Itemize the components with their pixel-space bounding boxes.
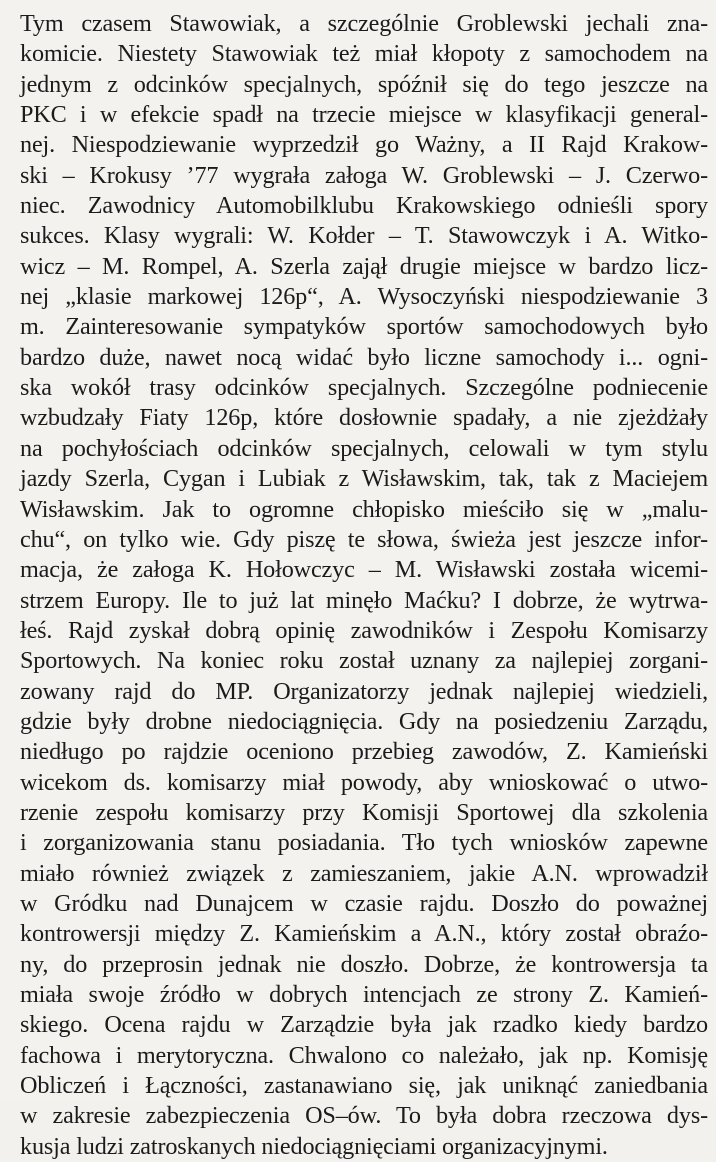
text-line: Sportowych. Na koniec roku został uznany za najlepiej zorgani- <box>20 647 708 675</box>
text-line: łeś. Rajd zyskał dobrą opinię zawodników i Zespołu Komisarzy <box>20 616 708 644</box>
body-text <box>20 9 708 1162</box>
text-line: niedługo po rajdzie oceniono przebieg zawodów, Z. Kamieński <box>20 738 708 766</box>
text-line: Tym czasem Stawowiak, a szczególnie Groblewski jechali zna- <box>20 10 708 37</box>
text-line: w zakresie zabezpieczenia OS–ów. To była dobra rzeczowa dys- <box>20 1102 708 1130</box>
text-line: wicz – M. Rompel, A. Szerla zajął drugie miejsce w bardzo licz- <box>20 252 708 280</box>
text-line: sukces. Klasy wygrali: W. Kołder – T. Stawowczyk i A. Witko- <box>20 222 708 250</box>
text-line: jazdy Szerla, Cygan i Lubiak z Wisławskim, tak, tak z Maciejem <box>20 465 708 493</box>
text-line: niec. Zawodnicy Automobilklubu Krakowskiego odnieśli spory <box>20 192 708 220</box>
text-line: i zorganizowania stanu posiadania. Tło tych wniosków zapewne <box>20 829 708 857</box>
text-line: wicekom ds. komisarzy miał powody, aby wnioskować o utwo- <box>20 768 708 796</box>
text-line: w Gródku nad Dunajcem w czasie rajdu. Doszło do poważnej <box>20 889 708 917</box>
text-line: m. Zainteresowanie sympatyków sportów samochodowych było <box>20 313 708 341</box>
text-line: kontrowersji między Z. Kamieńskim a A.N., który został obraźo- <box>20 920 708 948</box>
text-line: rzenie zespołu komisarzy przy Komisji Sportowej dla szkolenia <box>20 798 708 826</box>
text-line: Wisławskim. Jak to ogromne chłopisko mieściło się w „malu- <box>20 495 708 523</box>
text-line: ski – Krokusy ’77 wygrała załoga W. Groblewski – J. Czerwo- <box>20 161 708 189</box>
text-line: miało również związek z zamieszaniem, jakie A.N. wprowadził <box>20 859 708 887</box>
text-line: PKC i w efekcie spadł na trzecie miejsce w klasyfikacji general- <box>20 101 708 129</box>
text-line: zowany rajd do MP. Organizatorzy jednak najlepiej wiedzieli, <box>20 677 708 705</box>
text-line: bardzo duże, nawet nocą widać było liczne samochody i... ogni- <box>20 343 708 371</box>
text-line: jednym z odcinków specjalnych, spóźnił się do tego jeszcze na <box>20 70 708 98</box>
text-line: nej. Niespodziewanie wyprzedził go Ważny, a II Rajd Krakow- <box>20 131 708 159</box>
text-line: gdzie były drobne niedociągnięcia. Gdy na posiedzeniu Zarządu, <box>20 707 708 735</box>
text-line: na pochyłościach odcinków specjalnych, celowali w tym stylu <box>20 434 708 462</box>
text-line: miała swoje źródło w dobrych intencjach ze strony Z. Kamień- <box>20 981 708 1008</box>
text-line: macja, że załoga K. Hołowczyc – M. Wisławski została wicemi- <box>20 556 708 584</box>
text-line: chu“, on tylko wie. Gdy piszę te słowa, świeża jest jeszcze infor- <box>20 525 708 553</box>
text-line: komicie. Niestety Stawowiak też miał kłopoty z samochodem na <box>20 40 708 68</box>
text-line: skiego. Ocena rajdu w Zarządzie była jak rzadko kiedy bardzo <box>20 1011 708 1039</box>
text-line: strzem Europy. Ile to już lat minęło Maćku? I dobrze, że wytrwa- <box>20 586 708 614</box>
text-line: fachowa i merytoryczna. Chwalono co należało, jak np. Komisję <box>20 1041 708 1069</box>
text-line: Obliczeń i Łączności, zastanawiano się, jak uniknąć zaniedbania <box>20 1072 708 1100</box>
text-line: kusja ludzi zatroskanych niedociągnięciami organizacyjnymi. <box>20 1132 608 1160</box>
text-line: ska wokół trasy odcinków specjalnych. Szczególne podniecenie <box>20 374 708 402</box>
text-line: wzbudzały Fiaty 126p, które dosłownie spadały, a nie zjeżdżały <box>20 404 708 432</box>
text-line: nej „klasie markowej 126p“, A. Wysoczyński niespodziewanie 3 <box>20 283 708 311</box>
text-line: ny, do przeprosin jednak nie doszło. Dobrze, że kontrowersja ta <box>20 950 708 978</box>
